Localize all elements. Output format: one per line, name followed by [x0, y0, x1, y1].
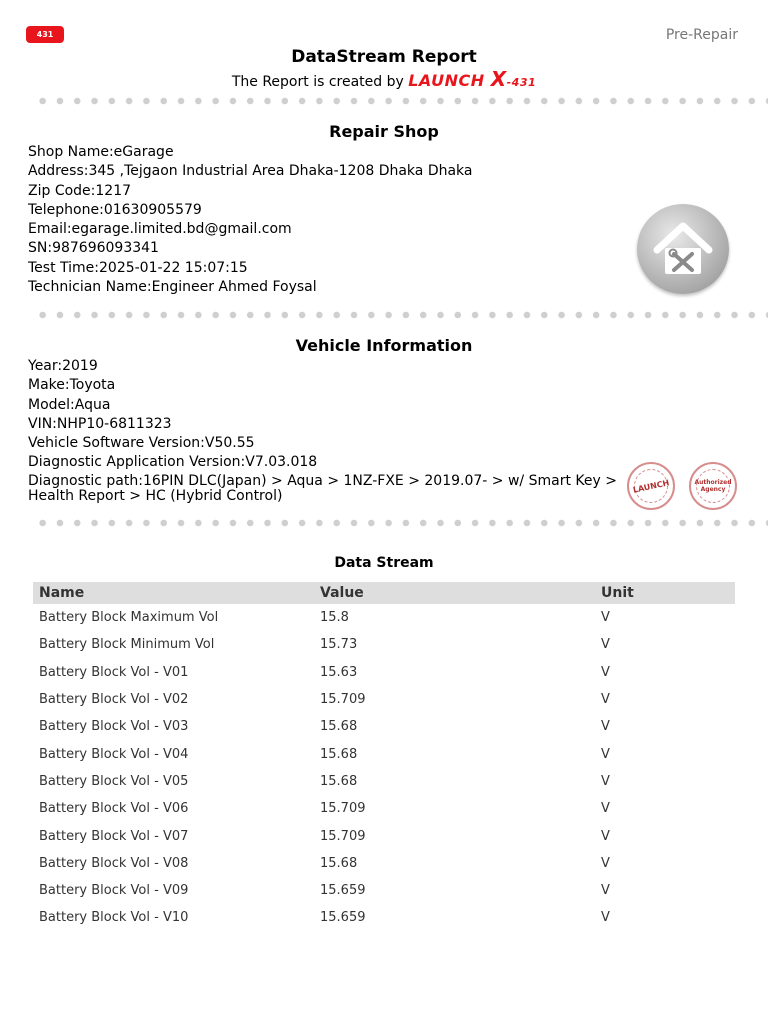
cell-name: Battery Block Minimum Vol: [39, 637, 215, 653]
cell-name: Battery Block Vol - V08: [39, 855, 189, 871]
launch-seal-icon: [627, 462, 675, 510]
cell-unit: V: [601, 637, 610, 653]
vehicle-info-title: Vehicle Information: [295, 336, 473, 355]
vehicle-make: Make:Toyota: [28, 377, 116, 394]
table-row: [33, 604, 735, 631]
cell-value: 15.659: [320, 883, 366, 899]
cell-name: Battery Block Vol - V09: [39, 883, 189, 899]
diag-path-cont: Health Report > HC (Hybrid Control): [28, 487, 283, 504]
cell-unit: V: [601, 692, 610, 708]
cell-unit: V: [601, 664, 610, 680]
repair-shop-title: Repair Shop: [329, 122, 439, 141]
repair-shop-details: [28, 143, 473, 297]
vehicle-vin: VIN:NHP10-6811323: [28, 415, 172, 432]
repair-shop-icon: [637, 204, 729, 294]
shop-email: Email:egarage.limited.bd@gmail.com: [28, 221, 292, 238]
seal-agency-text: Authorized Agency: [694, 479, 732, 493]
authorized-agency-seal-icon: [689, 462, 737, 510]
cell-value: 15.68: [320, 855, 358, 871]
dotted-divider: [34, 519, 768, 527]
cell-name: Battery Block Vol - V03: [39, 719, 189, 735]
vehicle-year: Year:2019: [28, 358, 98, 374]
cell-value: 15.68: [320, 746, 358, 762]
cell-name: Battery Block Vol - V01: [39, 664, 189, 680]
table-row: [33, 795, 735, 822]
cell-value: 15.709: [320, 828, 366, 844]
dotted-divider: [34, 97, 768, 105]
vehicle-model: Model:Aqua: [28, 396, 111, 413]
brand-main: LAUNCH: [408, 71, 491, 90]
shop-name: Shop Name:eGarage: [28, 144, 174, 160]
table-row: [33, 631, 735, 658]
cell-value: 15.8: [320, 610, 349, 626]
cell-value: 15.659: [320, 910, 366, 926]
data-stream-title: Data Stream: [334, 555, 434, 571]
shop-telephone: Telephone:01630905579: [28, 201, 202, 218]
cell-name: Battery Block Maximum Vol: [39, 610, 219, 626]
table-row: [33, 904, 735, 931]
table-header: [33, 582, 735, 604]
subtitle-text: The Report is created by: [231, 74, 404, 90]
cell-value: 15.73: [320, 637, 358, 653]
cell-value: 15.709: [320, 801, 366, 817]
col-unit: Unit: [601, 585, 634, 601]
cell-name: Battery Block Vol - V10: [39, 910, 189, 926]
table-row: [33, 877, 735, 904]
vehicle-software-version: Vehicle Software Version:V50.55: [28, 435, 255, 452]
brand-num: -431: [506, 76, 537, 89]
col-name: Name: [39, 585, 85, 601]
dotted-divider: [34, 311, 768, 319]
report-status: Pre-Repair: [665, 27, 738, 43]
logo-text: 431: [36, 30, 54, 39]
table-row: [33, 740, 735, 767]
test-time: Test Time:2025-01-22 15:07:15: [28, 259, 248, 276]
cell-name: Battery Block Vol - V05: [39, 773, 189, 789]
cell-unit: V: [601, 855, 610, 871]
table-row: [33, 713, 735, 740]
cell-unit: V: [601, 746, 610, 762]
report-subtitle: [0, 67, 768, 91]
cell-name: Battery Block Vol - V07: [39, 828, 189, 844]
shop-address: Address:345 ,Tejgaon Industrial Area Dhaka-1208 Dhaka Dhaka: [28, 163, 473, 180]
brand-x: X: [490, 67, 507, 91]
shop-sn: SN:987696093341: [28, 240, 159, 257]
cell-unit: V: [601, 610, 610, 626]
cell-unit: V: [601, 801, 610, 817]
cell-unit: V: [601, 719, 610, 735]
report-title: DataStream Report: [291, 47, 477, 67]
launch-brand-logo: [408, 67, 537, 91]
diag-path: Diagnostic path:16PIN DLC(Japan) > Aqua > 1NZ-FXE > 2019.07- > w/ Smart Key >: [28, 472, 617, 489]
cell-name: Battery Block Vol - V02: [39, 692, 189, 708]
cell-name: Battery Block Vol - V06: [39, 801, 189, 817]
technician-name: Technician Name:Engineer Ahmed Foysal: [28, 279, 317, 296]
table-row: [33, 822, 735, 849]
data-stream-table: [33, 582, 735, 932]
cell-value: 15.68: [320, 719, 358, 735]
table-row: [33, 686, 735, 713]
cell-value: 15.63: [320, 664, 358, 680]
cell-unit: V: [601, 828, 610, 844]
vehicle-details: [28, 357, 617, 503]
cell-value: 15.68: [320, 773, 358, 789]
cell-unit: V: [601, 773, 610, 789]
table-row: [33, 850, 735, 877]
table-row: [33, 768, 735, 795]
launch-431-logo: [26, 26, 64, 43]
table-row: [33, 659, 735, 686]
shop-zip: Zip Code:1217: [28, 182, 132, 199]
cell-name: Battery Block Vol - V04: [39, 746, 189, 762]
col-value: Value: [320, 585, 364, 601]
diag-app-version: Diagnostic Application Version:V7.03.018: [28, 454, 318, 471]
cell-value: 15.709: [320, 692, 366, 708]
cell-unit: V: [601, 883, 610, 899]
seal-launch-text: LAUNCH: [632, 477, 670, 495]
cell-unit: V: [601, 910, 610, 926]
